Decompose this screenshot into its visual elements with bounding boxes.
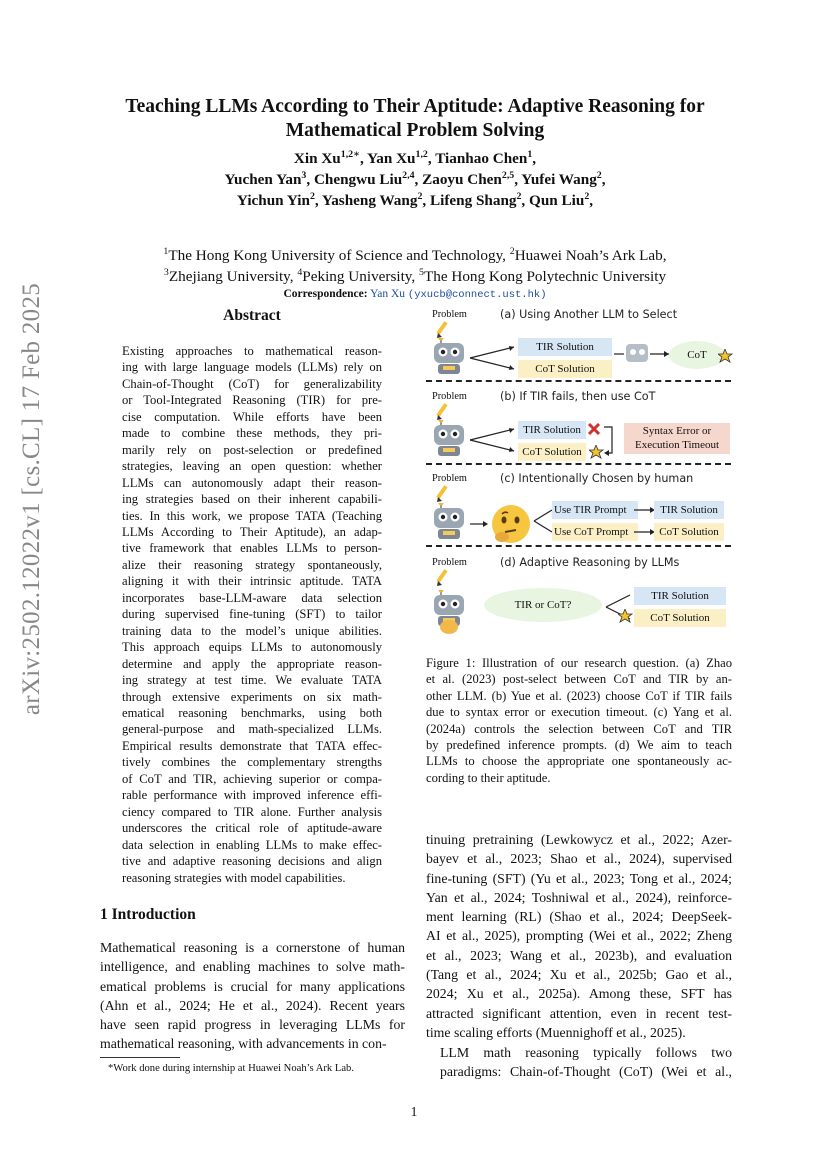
text-line: (2024a) controls the selection between CoT and TIR [426, 721, 732, 736]
panel-b-problem-label: Problem [432, 391, 467, 402]
panel-c-problem-label: Problem [432, 473, 467, 484]
author-line [60, 148, 770, 169]
panel-a-result-cloud [669, 341, 725, 369]
text-line: et al., 2023; Wang et al., 2023b), and evaluation [426, 947, 732, 963]
panel-c-tir-prompt: Use TIR Prompt [552, 501, 638, 519]
pencil-icon [434, 567, 450, 587]
section-heading-introduction: 1 Introduction [100, 906, 196, 923]
panel-a-cot-box: CoT Solution [518, 360, 612, 378]
correspondence-name[interactable]: Yan Xu [370, 288, 406, 300]
text-line: through extensive experiments on six math- [122, 689, 382, 704]
author: Yan Xu$^{1,2}$, [366, 148, 436, 167]
text-line: ing strategies based on their inherent capabili- [122, 492, 382, 507]
text-line: ment learning (RL) (Shao et al., 2024; DeepSeek- [426, 909, 732, 925]
page-number: 1 [410, 1104, 418, 1119]
author: Xin $Xu^{1,2∗}$, [293, 148, 367, 167]
cross-icon [586, 421, 602, 437]
text-line: Yan et al., 2024; Toshniwal et al., 2024), reinforce- [426, 889, 732, 905]
text-line: tive and adaptive reasoning decisions and align [122, 854, 382, 869]
text-line: attracted significant attention, even in recent test- [426, 1005, 732, 1021]
text-line: time scaling efforts (Muennighoff et al., 2025). [426, 1024, 686, 1040]
panel-c-title: (c) Intentionally Chosen by human [500, 472, 694, 485]
text-line: aligning it with their intrinsic aptitude. TATA [122, 574, 382, 589]
text-line: alize their reasoning strategy spontaneously, [122, 557, 382, 572]
text-line: Empirical results demonstrate that TATA effec- [122, 738, 382, 753]
thinking-hand-icon [436, 613, 462, 637]
text-line: ing with large language models (LLMs) rely on [122, 360, 382, 375]
panel-d-tir-box: TIR Solution [634, 587, 726, 605]
robot-icon [434, 503, 468, 543]
paper-title [60, 95, 770, 143]
branch-arrows [468, 343, 518, 373]
text-line: ciency compared to TIR alone. Further analysis [122, 804, 382, 819]
divider [426, 463, 731, 465]
text-line: This approach equips LLMs to autonomously [122, 640, 382, 655]
footnote-rule [100, 1057, 180, 1058]
author-list [60, 148, 770, 211]
text-line: AI et al., 2025), prompting (Wei et al., 2022; Zheng [426, 928, 732, 944]
text-line: fine-tuning (SFT) (Yu et al., 2023; Tong et al., 2024; [426, 870, 732, 886]
correspondence: Correspondence: Yan Xu (yxucb@connect.ust.hk) [283, 288, 547, 301]
text-line: tively combines the complementary strengths [122, 755, 382, 770]
panel-c-cot-prompt: Use CoT Prompt [552, 523, 638, 541]
affiliations: $^1$The Hong Kong University of Science and Technology, $^2$Huawei Noah’s Ark Lab, $^3$Zhejiang University, $^4$Peking University, $^5$The Hong Kong Polytechnic University [163, 245, 667, 285]
text-line: rable performance with improved inference effi- [122, 788, 382, 803]
text-line: underscores the critical role of aptitude-aware [122, 821, 382, 836]
right-column-body [426, 830, 732, 1042]
text-line: during supervised fine-tuning (SFT) to tailor [122, 607, 382, 622]
panel-b-error-box: Syntax Error or Execution Timeout [624, 423, 730, 454]
text-line: ematical problems is crucial for many applications [100, 978, 405, 994]
thinking-face-icon [490, 503, 532, 545]
panel-d-title: (d) Adaptive Reasoning by LLMs [500, 556, 680, 569]
text-line: made to combine these methods, they pri- [122, 426, 382, 441]
author-line [60, 190, 770, 211]
author: Chengwu Liu$^{2,4}$, [313, 169, 423, 188]
abstract-heading: Abstract [223, 307, 281, 324]
figure-1 [426, 305, 738, 645]
author: Qun Liu$^2$, [529, 190, 594, 209]
text-line: by predefined inference prompts. (d) We aim to teach [426, 738, 732, 753]
text-line: intelligence, and enabling machines to solve math- [100, 959, 405, 975]
author: Yichun Yin$^2$, [236, 190, 322, 209]
figure-caption [426, 655, 732, 786]
panel-d-problem-label: Problem [432, 557, 467, 568]
correspondence-email[interactable]: (yxucb@connect.ust.hk) [407, 289, 547, 301]
panel-b-title: (b) If TIR fails, then use CoT [500, 390, 656, 403]
prompt-arrows [634, 501, 656, 541]
text-line: due to syntax error or execution timeout. (c) Yang et al. [426, 705, 732, 720]
right-column-paragraph [426, 1043, 732, 1082]
panel-a-problem-label: Problem [432, 309, 467, 320]
text-line: mathematical reasoning, with advancements in con- [100, 1036, 387, 1052]
text-line: data selection in enabling LLMs to make effec- [122, 837, 382, 852]
text-line: determine and apply the appropriate reason- [122, 656, 382, 671]
arrow [470, 519, 490, 529]
panel-d-question: TIR or CoT? [514, 599, 572, 611]
text-line: general-purpose and math-specialized LLMs. [122, 722, 382, 737]
text-line: or Tool-Integrated Reasoning (TIR) for pre- [122, 393, 382, 408]
divider [426, 545, 731, 547]
text-line: 2024; Xu et al., 2025a). Among these, SFT has [426, 986, 732, 1002]
panel-b-tir-box: TIR Solution [518, 421, 586, 439]
text-line: tive framework that enables LLMs to person- [122, 541, 382, 556]
text-line: LLMs According to Their Aptitude), an adap- [122, 524, 382, 539]
text-line: LLMs to choose the appropriate one spontaneously ac- [426, 754, 732, 769]
author: Tianhao Chen$^1$, [435, 148, 537, 167]
author-line [60, 169, 770, 190]
text-line: LLM math reasoning typically follows two [440, 1045, 732, 1060]
title-line: Mathematical Problem Solving [285, 120, 545, 141]
panel-d-cot-box: CoT Solution [634, 609, 726, 627]
text-line: Existing approaches to mathematical reason- [122, 344, 382, 358]
author: Yufei Wang$^2$, [521, 169, 606, 188]
text-line: (Ahn et al., 2024; He et al., 2024). Recent years [100, 997, 405, 1013]
text-line: ing strategy at test time. We evaluate TATA [122, 673, 382, 688]
panel-a-result: CoT [687, 349, 707, 361]
pencil-icon [434, 319, 450, 339]
robot-icon [434, 338, 468, 378]
text-line: have seen rapid progress in leveraging LLMs for [100, 1017, 405, 1033]
text-line: Mathematical reasoning is a cornerstone of human [100, 940, 405, 955]
title-line: Teaching LLMs According to Their Aptitude: Adaptive Reasoning for [125, 96, 705, 117]
text-line: cording to their aptitude. [426, 770, 551, 785]
text-line: Figure 1: Illustration of our research question. (a) Zhao [426, 656, 732, 670]
introduction-body [100, 938, 405, 1054]
abstract-body [122, 343, 382, 886]
pencil-icon [434, 483, 450, 503]
panel-b-cot-box: CoT Solution [518, 443, 586, 461]
panel-a-tir-box: TIR Solution [518, 338, 612, 356]
text-line: tinuing pretraining (Lewkowycz et al., 2022; Azer- [426, 832, 732, 847]
text-line: incorporates base-LLM-aware data selection [122, 590, 382, 605]
text-line: marily rely on post-selection or predefined [122, 442, 382, 457]
author: Lifeng Shang$^2$, [429, 190, 530, 209]
text-line: (Tang et al., 2024; Xu et al., 2025b; Gao et al., [426, 967, 732, 983]
panel-d-question-cloud [484, 588, 602, 622]
selector-robot-icon [614, 339, 674, 369]
text-line: training data to the model’s unique abilities. [122, 623, 382, 638]
text-line: LLMs can autonomously adapt their reason- [122, 475, 382, 490]
star-icon [618, 609, 634, 625]
text-line: other LLM. (b) Yue et al. (2023) choose CoT if TIR fails [426, 688, 732, 703]
pencil-icon [434, 401, 450, 421]
divider [426, 380, 731, 382]
text-line: ematical reasoning benchmarks, using both [122, 705, 382, 720]
text-line: et al. (2023) post-select between CoT and TIR by an- [426, 672, 732, 687]
star-icon [718, 349, 734, 365]
fallback-arrow [602, 417, 622, 461]
text-line: paradigms: Chain-of-Thought (CoT) (Wei et al., [440, 1064, 732, 1080]
author: Zaoyu Chen$^{2,5}$, [422, 169, 522, 188]
text-line: strategies, leaving an open question: whether [122, 459, 382, 474]
author: Yuchen Yan$^3$, [224, 169, 314, 188]
text-line: ties. In this work, we propose TATA (Teaching [122, 508, 382, 523]
branch-arrows [468, 425, 518, 455]
author: Yasheng Wang$^2$, [321, 190, 430, 209]
panel-c-tir-box: TIR Solution [654, 501, 724, 519]
panel-a-title: (a) Using Another LLM to Select [500, 308, 678, 321]
arxiv-stamp: arXiv:2502.12022v1 [cs.CL] 17 Feb 2025 [18, 282, 45, 716]
text-line: bayev et al., 2023; Shao et al., 2024), supervised [426, 851, 732, 867]
robot-icon [434, 420, 468, 460]
text-line: cise computation. While efforts have been [122, 409, 382, 424]
footnote: *Work done during internship at Huawei Noah’s Ark Lab. [108, 1063, 354, 1074]
text-line: Chain-of-Thought (CoT) for generalizability [122, 376, 382, 391]
text-line: reasoning strategies with model capabilities. [122, 870, 346, 885]
text-line: of CoT and TIR, achieving superior or compa- [122, 771, 382, 786]
panel-c-cot-box: CoT Solution [654, 523, 724, 541]
